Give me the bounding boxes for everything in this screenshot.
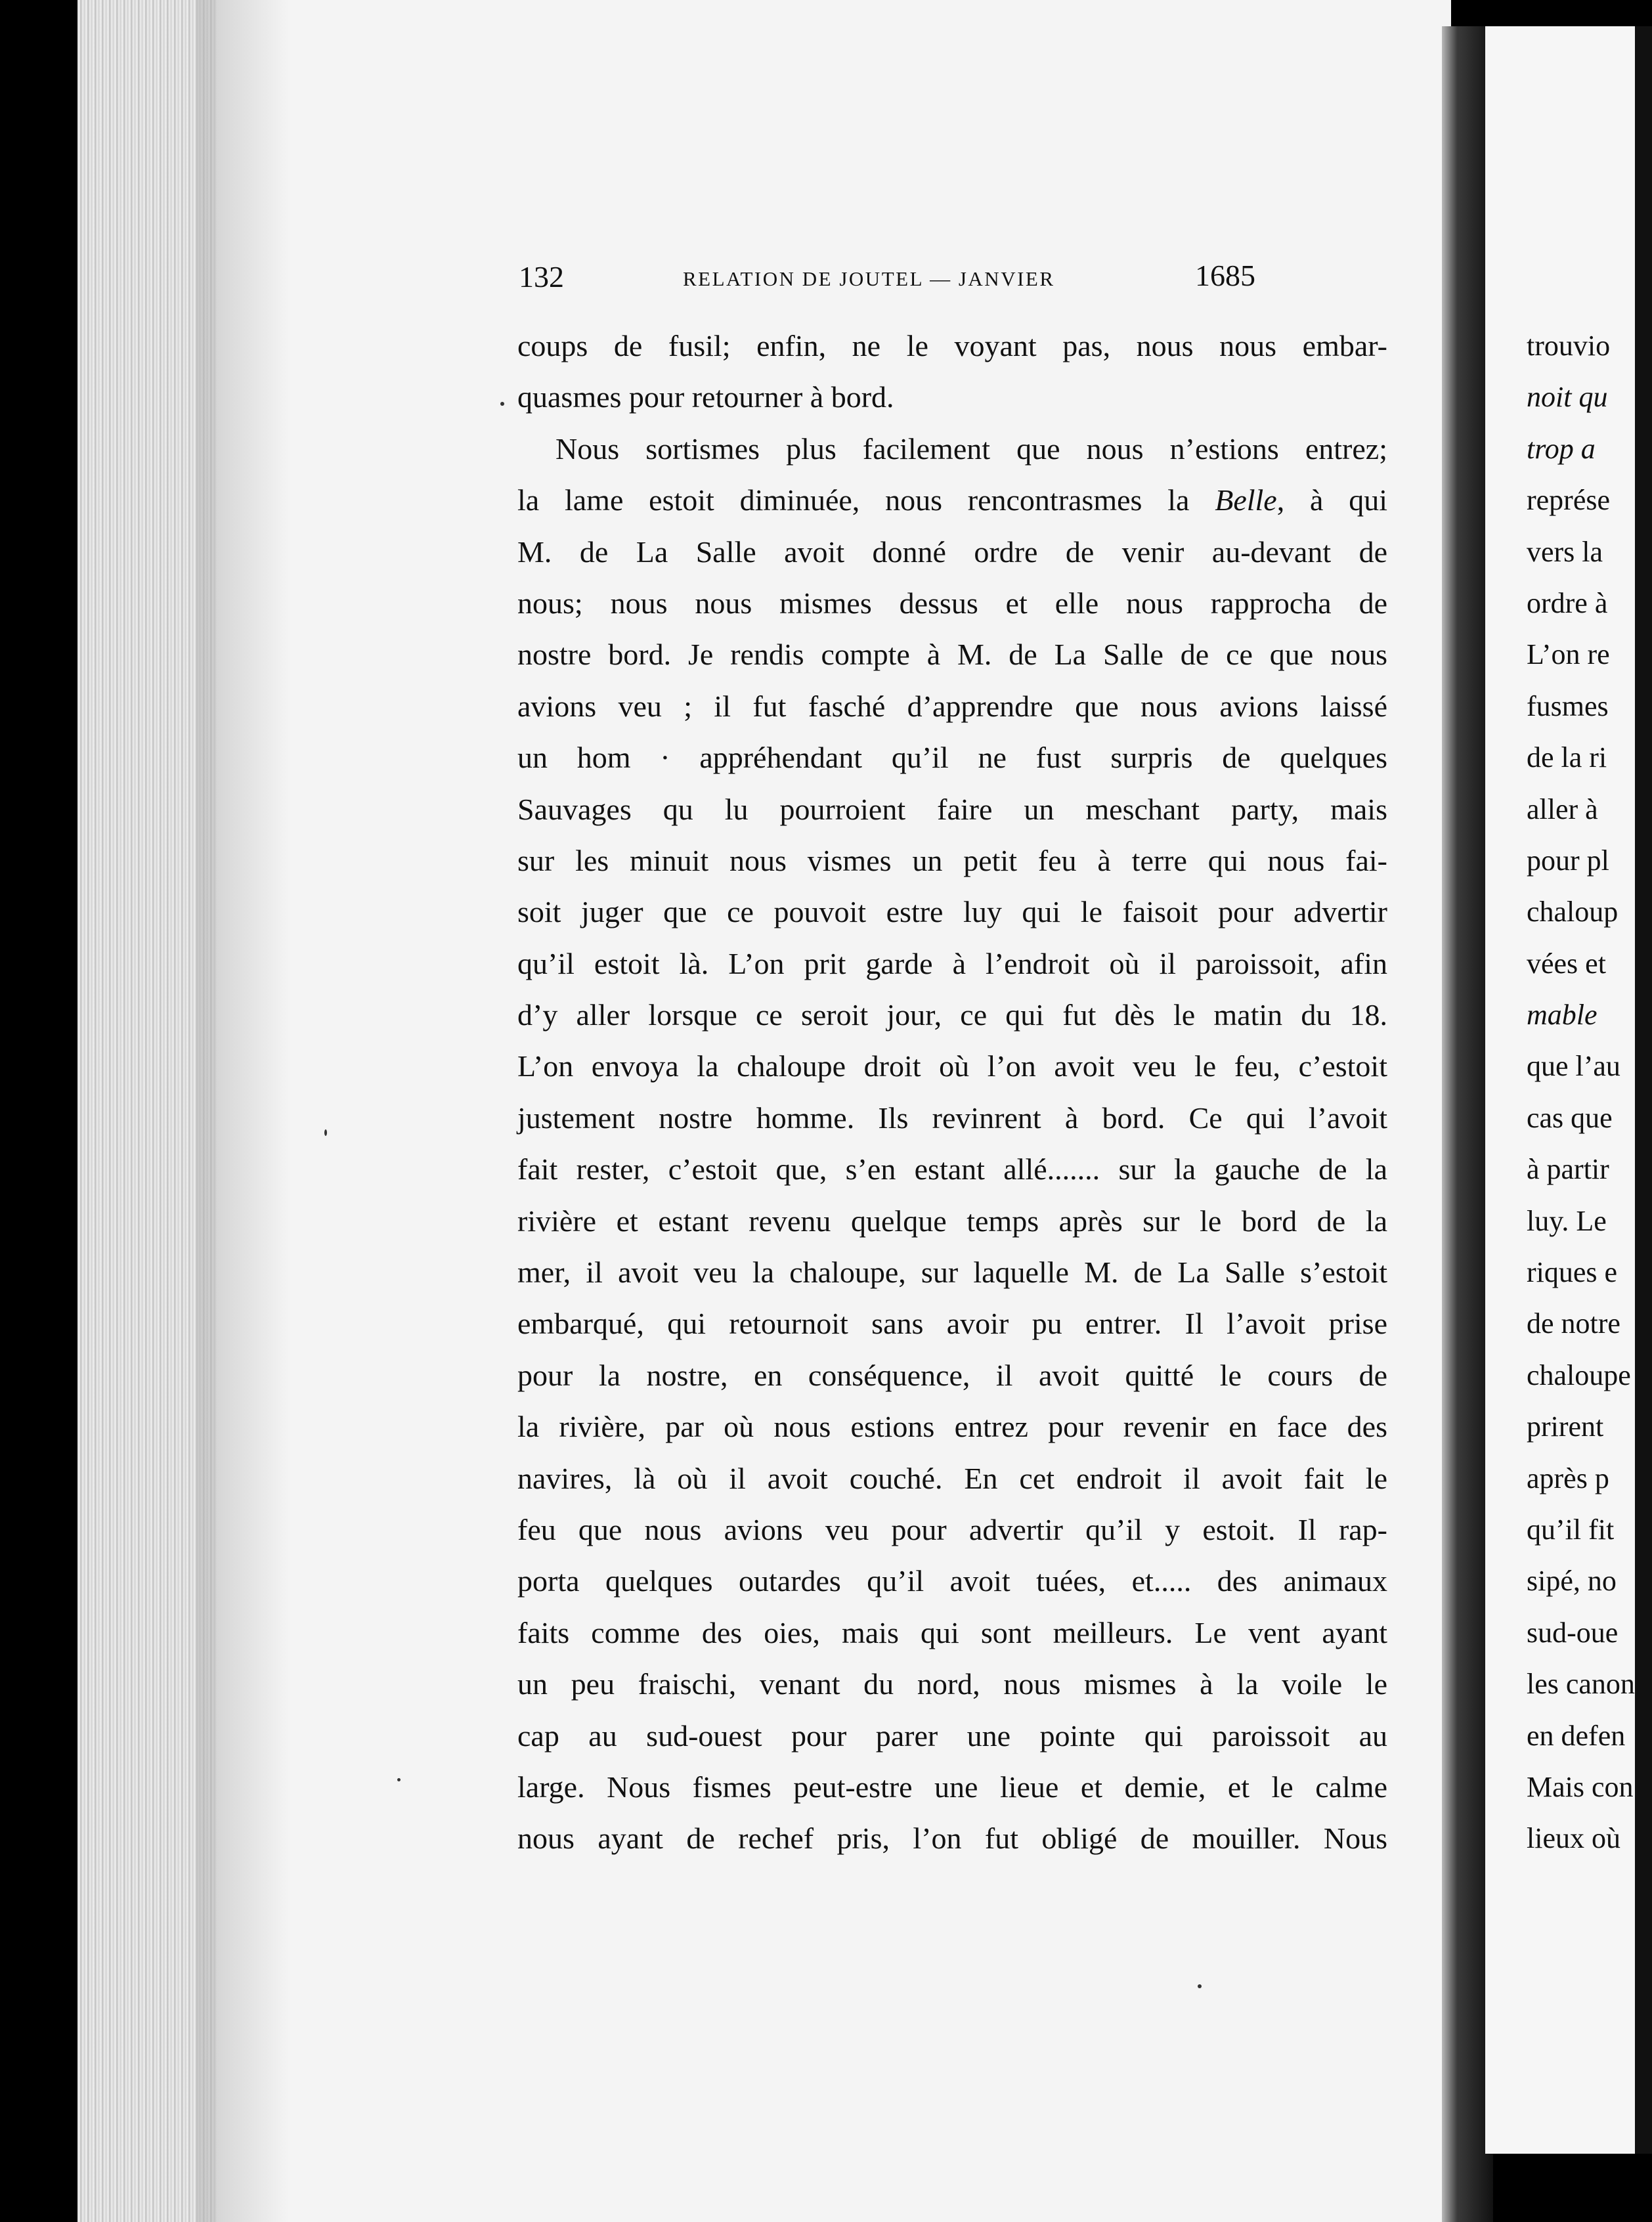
text-line-segment: , à qui bbox=[1276, 483, 1387, 517]
text-line: avions veu ; il fut fasché d’apprendre que nous avions laissé bbox=[517, 689, 1387, 723]
right-page-line: fusmes bbox=[1527, 689, 1609, 722]
text-line-segment: la lame estoit diminuée, nous rencontrasmes la bbox=[517, 483, 1190, 517]
text-line: un peu fraischi, venant du nord, nous mismes à la voile le bbox=[517, 1667, 1387, 1701]
right-page-line: prirent bbox=[1527, 1410, 1604, 1443]
text-line: mer, il avoit veu la chaloupe, sur laquelle M. de La Salle s’estoit bbox=[517, 1255, 1387, 1290]
text-line: justement nostre homme. Ils revinrent à bord. Ce qui l’avoit bbox=[517, 1100, 1387, 1135]
text-line: coups de fusil; enfin, ne le voyant pas, nous nous embar- bbox=[517, 329, 1387, 362]
text-line: navires, là où il avoit couché. En cet endroit il avoit fait le bbox=[517, 1461, 1387, 1495]
text-line: feu que nous avions veu pour advertir qu’il y estoit. Il rap- bbox=[517, 1512, 1387, 1546]
right-page-line: les canon bbox=[1527, 1668, 1635, 1701]
running-head bbox=[519, 259, 1255, 305]
right-page-line: vées et bbox=[1527, 947, 1606, 980]
right-page-line: de la ri bbox=[1527, 741, 1607, 774]
right-page-line: après p bbox=[1527, 1462, 1609, 1494]
body-text bbox=[517, 320, 1387, 1865]
text-line: nous; nous nous mismes dessus et elle nous rapprocha de bbox=[517, 586, 1387, 620]
text-line: porta quelques outardes qu’il avoit tuées, et..... des animaux bbox=[517, 1564, 1387, 1598]
text-line: large. Nous fismes peut-estre une lieue et demie, et le calme bbox=[517, 1770, 1387, 1804]
right-page-line: sipé, no bbox=[1527, 1565, 1617, 1598]
text-line: L’on envoya la chaloupe droit où l’on avoit veu le feu, c’estoit bbox=[517, 1049, 1387, 1083]
text-line: Sauvages qu lu pourroient faire un meschant party, mais bbox=[517, 792, 1387, 826]
right-page-line: trop a bbox=[1527, 432, 1596, 465]
text-line: nous ayant de rechef pris, l’on fut obligé de mouiller. Nous bbox=[517, 1821, 1387, 1856]
text-line: embarqué, qui retournoit sans avoir pu entrer. Il l’avoit prise bbox=[517, 1307, 1387, 1341]
right-page-line: chaloupe bbox=[1527, 1359, 1631, 1391]
ink-speck bbox=[1198, 1984, 1202, 1988]
right-page-line: noit qu bbox=[1527, 381, 1608, 414]
text-line: d’y aller lorsque ce seroit jour, ce qui fut dès le matin du 18. bbox=[517, 998, 1387, 1032]
text-line: M. de La Salle avoit donné ordre de venir au-devant de bbox=[517, 534, 1387, 569]
right-page-line: mable bbox=[1527, 999, 1598, 1032]
ink-speck bbox=[397, 1778, 401, 1781]
right-page-line: pour pl bbox=[1527, 844, 1609, 877]
text-line: un hom · appréhendant qu’il ne fust surpris de quelques bbox=[517, 741, 1387, 775]
text-line: quasmes pour retourner à bord. bbox=[517, 380, 894, 414]
right-page-line: aller à bbox=[1527, 793, 1598, 825]
running-title: RELATION DE JOUTEL — JANVIER bbox=[683, 267, 1055, 290]
right-page-line: qu’il fit bbox=[1527, 1513, 1615, 1546]
ink-speck bbox=[324, 1129, 327, 1136]
text-line: fait rester, c’estoit que, s’en estant allé....... sur la gauche de la bbox=[517, 1152, 1387, 1187]
text-line: soit juger que ce pouvoit estre luy qui le faisoit pour advertir bbox=[517, 895, 1387, 929]
text-line bbox=[517, 475, 1387, 526]
ink-speck bbox=[500, 402, 504, 406]
text-line: sur les minuit nous vismes un petit feu à terre qui nous fai- bbox=[517, 843, 1387, 877]
right-page-line: que l’au bbox=[1527, 1050, 1620, 1083]
right-page-line: sud-oue bbox=[1527, 1616, 1619, 1649]
page-number: 132 bbox=[519, 260, 564, 294]
text-line: pour la nostre, en conséquence, il avoit quitté le cours de bbox=[517, 1358, 1387, 1392]
right-page-line: trouvio bbox=[1527, 330, 1611, 362]
right-page-line: L’on re bbox=[1527, 638, 1610, 671]
right-page-line: chaloup bbox=[1527, 896, 1619, 928]
right-page-line: représe bbox=[1527, 484, 1611, 517]
right-page-line: à partir bbox=[1527, 1153, 1609, 1186]
text-line: rivière et estant revenu quelque temps après sur le bord de la bbox=[517, 1204, 1387, 1238]
right-page-line: vers la bbox=[1527, 535, 1603, 568]
right-page-line: lieux où bbox=[1527, 1822, 1620, 1855]
right-page-line: cas que bbox=[1527, 1101, 1613, 1134]
right-page-line: Mais con bbox=[1527, 1770, 1634, 1803]
right-page-line: de notre bbox=[1527, 1307, 1620, 1340]
page-edge-shadow bbox=[197, 0, 289, 2222]
right-page-line: ordre à bbox=[1527, 586, 1608, 619]
right-page-line: luy. Le bbox=[1527, 1204, 1607, 1237]
right-page-line: en defen bbox=[1527, 1719, 1626, 1752]
text-line: faits comme des oies, mais qui sont meilleurs. Le vent ayant bbox=[517, 1615, 1387, 1649]
right-page-text bbox=[1527, 320, 1645, 1865]
text-line: nostre bord. Je rendis compte à M. de La Salle de ce que nous bbox=[517, 638, 1387, 672]
ship-name: Belle bbox=[1215, 483, 1277, 517]
text-line: cap au sud-ouest pour parer une pointe qui paroissoit au bbox=[517, 1718, 1387, 1753]
text-line: la rivière, par où nous estions entrez pour revenir en face des bbox=[517, 1410, 1387, 1444]
right-page-line: riques e bbox=[1527, 1256, 1618, 1289]
text-line: qu’il estoit là. L’on prit garde à l’endroit où il paroissoit, afin bbox=[517, 946, 1387, 980]
text-line: Nous sortismes plus facilement que nous n’estions entrez; bbox=[555, 431, 1387, 466]
running-year: 1685 bbox=[1195, 259, 1255, 292]
